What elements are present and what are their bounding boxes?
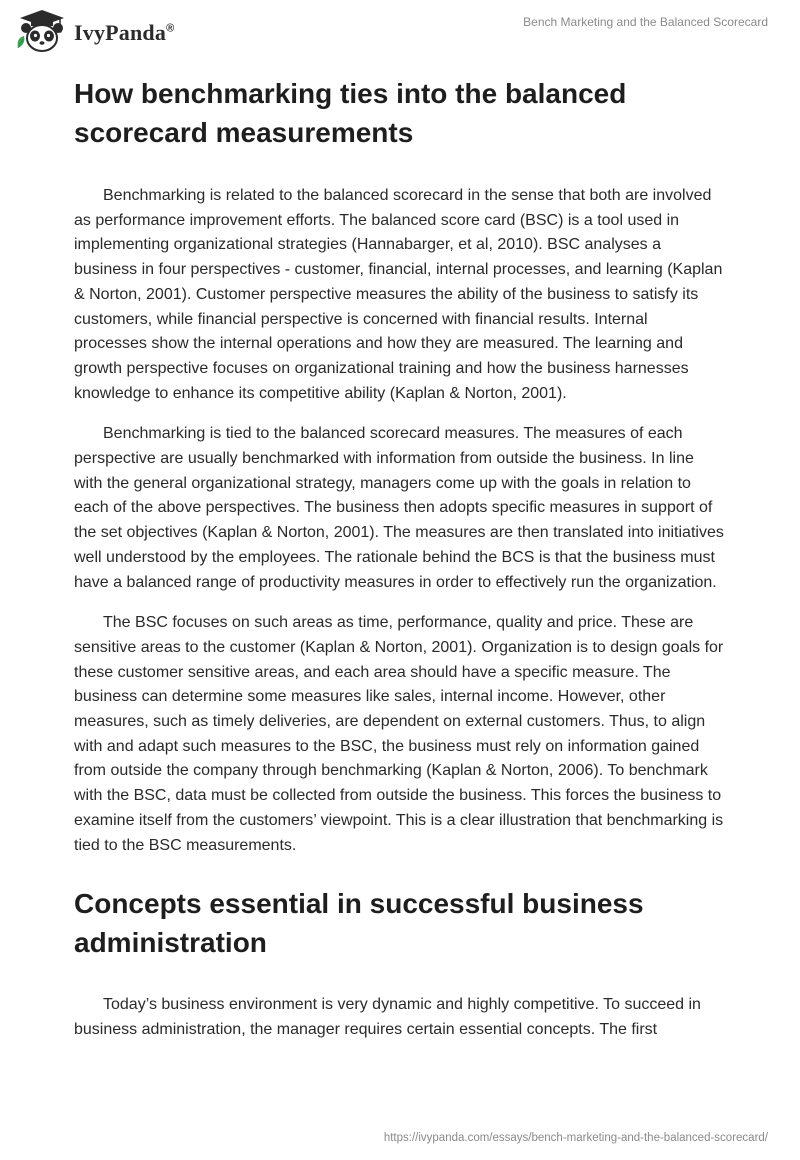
document-title: Bench Marketing and the Balanced Scorecard	[523, 15, 768, 29]
section-heading: How benchmarking ties into the balanced scorecard measurements	[74, 78, 627, 148]
paragraph: Benchmarking is related to the balanced scorecard in the sense that both are involved as performance improvement efforts. The balanced score card (BSC) is a tool used in implementing organizational strategies (Hannabarger, et al, 2010). BSC analyses a business in four perspectives - customer, financial, internal processes, and learning (Kaplan & Norton, 2001). Customer perspective measures the ability of the business to satisfy its customers, while financial perspective is concerned with financial results. Internal processes show the internal operations and how they are measured. The learning and growth perspective focuses on organizational training and how the business harnesses knowledge to enhance its competitive ability (Kaplan & Norton, 2001).	[74, 187, 723, 402]
source-url-link[interactable]: https://ivypanda.com/essays/bench-marketing-and-the-balanced-scorecard/	[383, 1132, 768, 1144]
section-heading: Concepts essential in successful business administration	[74, 888, 644, 959]
logo-text: IvyPanda®	[74, 20, 175, 45]
paragraph: The BSC focuses on such areas as time, performance, quality and price. These are sensitive areas to the customer (Kaplan & Norton, 2001). Organization is to design goals for these customer sensitive areas, and each area should have a specific measure. The business can determine some measures like sales, internal income. However, other measures, such as timely deliveries, are dependent on external customers. Thus, to align with and adapt such measures to the BSC, the business must rely on information gained from outside the company through benchmarking (Kaplan & Norton, 2006). To benchmark with the BSC, data must be collected from outside the business. This forces the business to examine itself from the customers’ viewpoint. This is a clear illustration that benchmarking is tied to the BSC measurements.	[74, 614, 724, 854]
paragraph: Benchmarking is tied to the balanced scorecard measures. The measures of each perspective are usually benchmarked with information from outside the business. In line with the general organizational strategy, managers come up with the goals in relation to each of the above perspectives. The business then adopts specific measures in support of the set objectives (Kaplan & Norton, 2001). The measures are then translated into initiatives well understood by the employees. The rationale behind the BCS is that the business must have a balanced range of productivity measures in order to effectively run the organization.	[74, 425, 724, 591]
page-header	[0, 0, 800, 60]
panda-graduate-icon	[14, 8, 70, 54]
ivypanda-logo[interactable]	[14, 8, 174, 54]
paragraph: Today’s business environment is very dynamic and highly competitive. To succeed in business administration, the manager requires certain essential concepts. The first	[74, 996, 701, 1038]
article-body	[74, 74, 724, 1043]
